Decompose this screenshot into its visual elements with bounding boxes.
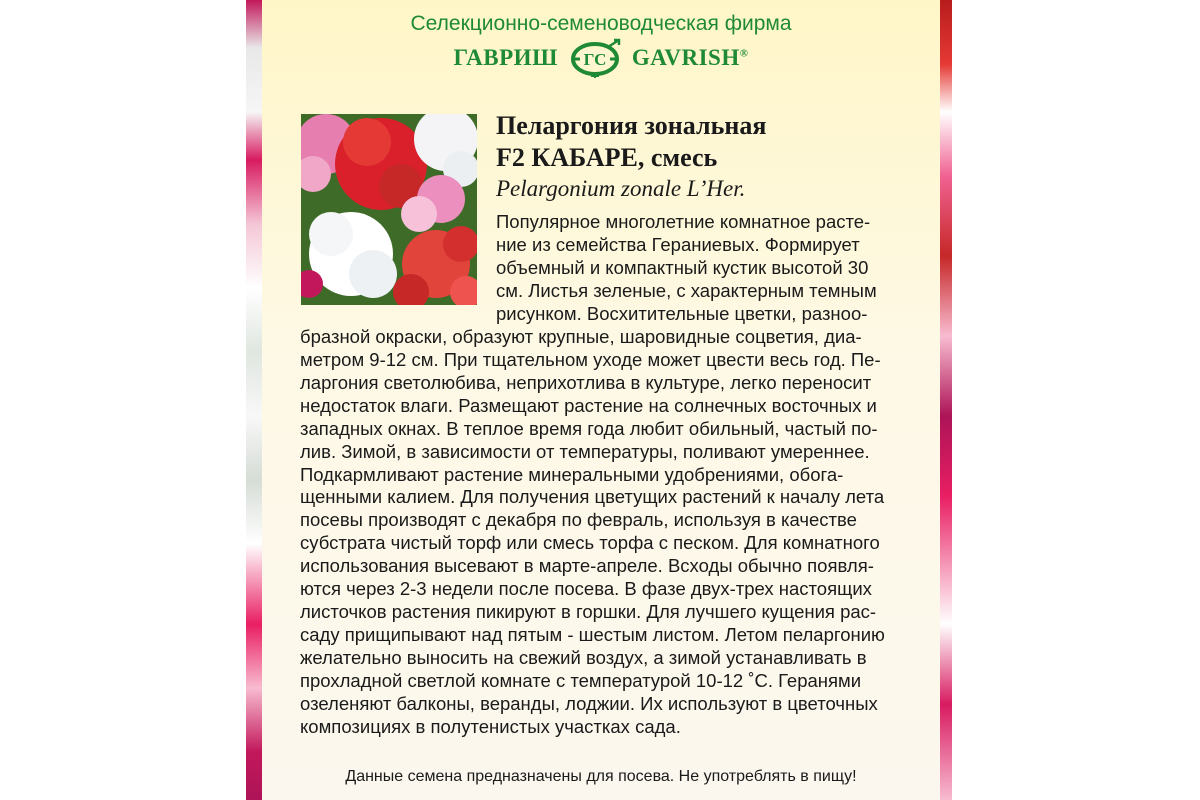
- description-line: щенными калием. Для получения цветущих растений к началу лета: [300, 486, 885, 507]
- description-line: лив. Зимой, в зависимости от температуры, поливают умереннее.: [300, 441, 870, 462]
- description-line: композициях в полутенистых участках сада.: [300, 716, 681, 737]
- description-line: листочков растения пикируют в горшки. Для лучшего кущения рас-: [300, 601, 877, 622]
- description-line: бразной окраски, образуют крупные, шаровидные соцветия, диа-: [300, 326, 862, 347]
- brand-name-ru: ГАВРИШ: [453, 45, 558, 70]
- product-title-line-2: F2 КАБАРЕ, смесь: [496, 143, 718, 172]
- registered-mark: ®: [739, 47, 749, 60]
- description-line: объемный и компактный кустик высотой 30: [496, 257, 869, 278]
- description-line: ние из семейства Гераниевых. Формирует: [496, 234, 860, 255]
- not-for-food-notice: Данные семена предназначены для посева. Не употреблять в пищу!: [345, 768, 857, 785]
- description-line: Подкармливают растение минеральными удобрениями, обога-: [300, 464, 844, 485]
- description-line: использования высевают в марте-апреле. Всходы обычно появля-: [300, 555, 874, 576]
- description-line: ются через 2-3 недели после посева. В фазе двух-трех настоящих: [300, 578, 872, 599]
- description-line: прохладной светлой комнате с температурой 10-12 ˚С. Геранями: [300, 670, 862, 691]
- description-line: недостаток влаги. Размещают растение на солнечных восточных и: [300, 395, 877, 416]
- description-line: ларгония светолюбива, неприхотлива в культуре, легко переносит: [300, 372, 872, 393]
- brand-name-en: GAVRISH®: [631, 45, 749, 70]
- seed-packet-back: [262, 0, 940, 800]
- description-line: субстрата чистый торф или смесь торфа с песком. Для комнатного: [300, 532, 880, 553]
- description-line: желательно выносить на свежий воздух, а зимой устанавливать в: [300, 647, 867, 668]
- right-packet-edge: [940, 0, 952, 800]
- description-line: Популярное многолетние комнатное расте-: [496, 211, 871, 232]
- description-line: озеленяют балконы, веранды, лоджии. Их используют в цветочных: [300, 693, 878, 714]
- latin-name: Pelargonium zonale L’Her.: [496, 176, 746, 201]
- description-line: рисунком. Восхитительные цветки, разноо-: [496, 303, 868, 324]
- company-tagline: Селекционно-семеноводческая фирма: [410, 12, 792, 35]
- description-line: метром 9-12 см. При тщательном уходе может цвести весь год. Пе-: [300, 349, 881, 370]
- description-line: см. Листья зеленые, с характерным темным: [496, 280, 877, 301]
- description-line: саду прищипывают над пятым - шестым листом. Летом пеларгонию: [300, 624, 885, 645]
- product-description: [262, 0, 940, 760]
- product-title-line-1: Пеларгония зональная: [496, 111, 767, 140]
- description-line: посевы производят с декабря по февраль, используя в качестве: [300, 509, 857, 530]
- left-packet-edge: [246, 0, 262, 800]
- logo-monogram: ГС: [583, 50, 607, 69]
- description-line: западных окнах. В теплое время года любит обильный, частый по-: [300, 418, 878, 439]
